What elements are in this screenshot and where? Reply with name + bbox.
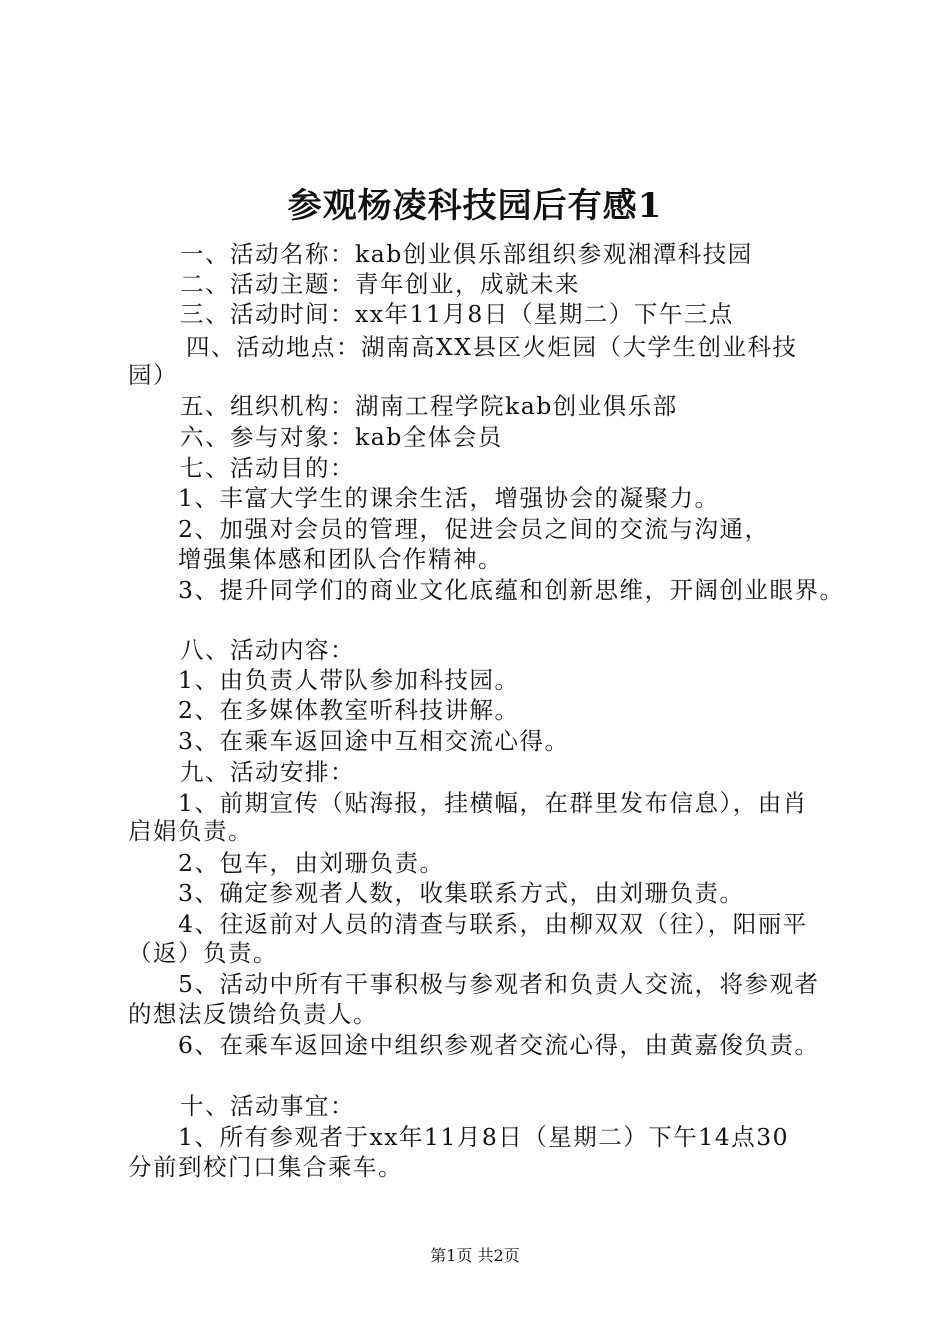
line-matters-1-cont: 分前到校门口集合乘车。 <box>128 1153 403 1181</box>
page-footer: 第1页 共2页 <box>430 1246 520 1265</box>
line-arrangement-1-cont: 启娟负责。 <box>128 817 253 845</box>
line-content-2: 2、在多媒体教室听科技讲解。 <box>178 696 520 724</box>
line-arrangement-2: 2、包车，由刘珊负责。 <box>178 849 445 877</box>
line-purpose-heading: 七、活动目的： <box>180 454 355 482</box>
line-organizer: 五、组织机构：湖南工程学院kab创业俱乐部 <box>180 392 678 420</box>
line-activity-time: 三、活动时间：xx年11月8日（星期二）下午三点 <box>180 300 734 328</box>
line-purpose-1: 1、丰富大学生的课余生活，增强协会的凝聚力。 <box>178 484 720 512</box>
line-content-heading: 八、活动内容： <box>180 636 355 664</box>
line-arrangement-5: 5、活动中所有干事积极与参观者和负责人交流，将参观者 <box>178 970 820 998</box>
line-arrangement-6: 6、在乘车返回途中组织参观者交流心得，由黄嘉俊负责。 <box>178 1031 820 1059</box>
line-matters-1: 1、所有参观者于xx年11月8日（星期二）下午14点30 <box>178 1123 790 1151</box>
line-content-1: 1、由负责人带队参加科技园。 <box>178 666 520 694</box>
line-arrangement-4: 4、往返前对人员的清查与联系，由柳双双（往），阳丽平 <box>178 910 808 938</box>
line-arrangement-5-cont: 的想法反馈给负责人。 <box>128 1000 378 1028</box>
line-arrangement-3: 3、确定参观者人数，收集联系方式，由刘珊负责。 <box>178 879 745 907</box>
line-activity-theme: 二、活动主题：青年创业，成就未来 <box>180 270 580 298</box>
line-arrangement-4-cont: （返）负责。 <box>128 939 278 967</box>
document-title: 参观杨凌科技园后有感1 <box>287 186 663 226</box>
line-purpose-2-cont: 增强集体感和团队合作精神。 <box>178 545 503 573</box>
line-arrangement-heading: 九、活动安排： <box>180 758 355 786</box>
line-participants: 六、参与对象：kab全体会员 <box>180 423 503 451</box>
line-activity-name: 一、活动名称：kab创业俱乐部组织参观湘潭科技园 <box>180 240 753 268</box>
line-arrangement-1: 1、前期宣传（贴海报，挂横幅，在群里发布信息），由肖 <box>178 789 808 817</box>
line-purpose-3: 3、提升同学们的商业文化底蕴和创新思维，开阔创业眼界。 <box>178 576 845 604</box>
line-activity-location-cont: 园） <box>128 361 178 389</box>
line-matters-heading: 十、活动事宜： <box>180 1092 355 1120</box>
line-activity-location: 四、活动地点：湖南高XX县区火炬园（大学生创业科技 <box>186 333 798 361</box>
line-content-3: 3、在乘车返回途中互相交流心得。 <box>178 727 570 755</box>
line-purpose-2: 2、加强对会员的管理，促进会员之间的交流与沟通， <box>178 515 770 543</box>
